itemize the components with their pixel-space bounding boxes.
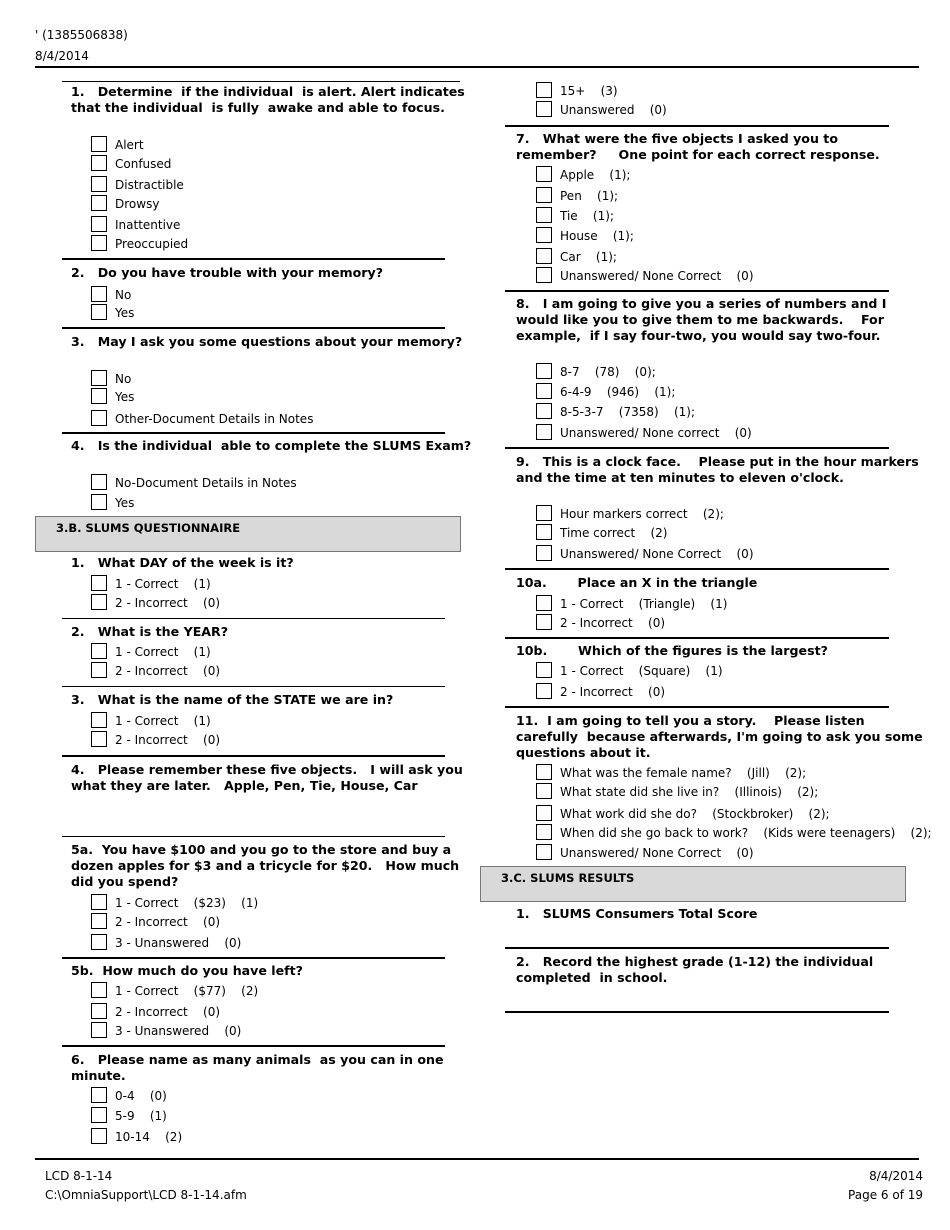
checkbox[interactable]: [91, 894, 107, 910]
rule: [62, 836, 445, 837]
checkbox[interactable]: [91, 731, 107, 747]
checkbox[interactable]: [91, 1087, 107, 1103]
checkbox[interactable]: [91, 575, 107, 591]
checkbox[interactable]: [91, 195, 107, 211]
option-label: Confused: [115, 157, 172, 171]
question-animals: 6. Please name as many animals as you can in one minute.: [71, 1052, 444, 1083]
checkbox[interactable]: [536, 545, 552, 561]
checkbox[interactable]: [536, 227, 552, 243]
option-label: Alert: [115, 138, 144, 152]
checkbox[interactable]: [536, 783, 552, 799]
option-label: 8-7 (78) (0);: [560, 365, 656, 379]
header-date: 8/4/2014: [35, 49, 89, 63]
checkbox[interactable]: [91, 662, 107, 678]
option-label: Car (1);: [560, 250, 617, 264]
question-five-objects: 4. Please remember these five objects. I will ask you what they are later. Apple, Pen, Tie, House, Car: [71, 762, 463, 793]
option-label: Hour markers correct (2);: [560, 507, 724, 521]
checkbox[interactable]: [91, 155, 107, 171]
option-label: 2 - Incorrect (0): [560, 685, 666, 699]
option-label: 8-5-3-7 (7358) (1);: [560, 405, 695, 419]
checkbox[interactable]: [536, 403, 552, 419]
rule: [505, 568, 889, 570]
question-numbers-backwards: 8. I am going to give you a series of numbers and I would like you to give them to me backwards. For example, if I say four-two, you would say two-four.: [516, 296, 887, 343]
option-label: What was the female name? (Jill) (2);: [560, 766, 807, 780]
checkbox[interactable]: [91, 304, 107, 320]
option-label: Pen (1);: [560, 189, 619, 203]
option-label: 1 - Correct ($23) (1): [115, 896, 259, 910]
result-highest-grade: 2. Record the highest grade (1-12) the individual completed in school.: [516, 954, 874, 985]
checkbox[interactable]: [91, 934, 107, 950]
checkbox[interactable]: [91, 643, 107, 659]
option-label: Unanswered (0): [560, 103, 667, 117]
question-story: 11. I am going to tell you a story. Please listen carefully because afterwards, I'm going to ask you some questions about it.: [516, 713, 923, 760]
rule: [505, 125, 889, 127]
question-left: 5b. How much do you have left?: [71, 963, 303, 978]
checkbox[interactable]: [91, 712, 107, 728]
question-alert: 1. Determine if the individual is alert. Alert indicates that the individual is fully awake and able to focus.: [71, 84, 465, 115]
checkbox[interactable]: [91, 235, 107, 251]
option-label: Other-Document Details in Notes: [115, 412, 314, 426]
question-clock: 9. This is a clock face. Please put in the hour markers and the time at ten minutes to eleven o'clock.: [516, 454, 919, 485]
option-label: 1 - Correct (Triangle) (1): [560, 597, 728, 611]
option-label: Tie (1);: [560, 209, 614, 223]
checkbox[interactable]: [536, 614, 552, 630]
checkbox[interactable]: [536, 383, 552, 399]
option-label: 1 - Correct ($77) (2): [115, 984, 259, 998]
checkbox[interactable]: [91, 913, 107, 929]
checkbox[interactable]: [91, 1107, 107, 1123]
checkbox[interactable]: [91, 388, 107, 404]
page-number: Page 6 of 19: [848, 1188, 923, 1202]
checkbox[interactable]: [536, 764, 552, 780]
checkbox[interactable]: [91, 216, 107, 232]
checkbox[interactable]: [91, 136, 107, 152]
checkbox[interactable]: [536, 82, 552, 98]
checkbox[interactable]: [536, 662, 552, 678]
option-label: Distractible: [115, 178, 184, 192]
question-recall-objects: 7. What were the five objects I asked you to remember? One point for each correct response.: [516, 131, 880, 162]
rule: [62, 432, 445, 434]
option-label: 6-4-9 (946) (1);: [560, 385, 676, 399]
option-label: Yes: [115, 496, 135, 510]
option-label: 2 - Incorrect (0): [115, 915, 221, 929]
option-label: 2 - Incorrect (0): [115, 1005, 221, 1019]
checkbox[interactable]: [536, 683, 552, 699]
checkbox[interactable]: [536, 824, 552, 840]
checkbox[interactable]: [536, 207, 552, 223]
rule: [62, 327, 445, 329]
option-label: No: [115, 372, 132, 386]
option-label: 2 - Incorrect (0): [115, 596, 221, 610]
rule: [505, 637, 889, 639]
checkbox[interactable]: [536, 248, 552, 264]
section-title: 3.C. SLUMS RESULTS: [501, 871, 635, 885]
checkbox[interactable]: [536, 363, 552, 379]
checkbox[interactable]: [91, 1003, 107, 1019]
rule: [505, 447, 889, 449]
checkbox[interactable]: [536, 595, 552, 611]
option-label: 10-14 (2): [115, 1130, 183, 1144]
rule: [62, 258, 445, 260]
question-spend: 5a. You have $100 and you go to the store and buy a dozen apples for $3 and a tricycle for $20. How much did you spend?: [71, 842, 460, 889]
option-label: No-Document Details in Notes: [115, 476, 297, 490]
question-memory-trouble: 2. Do you have trouble with your memory?: [71, 265, 384, 280]
section-header-results: [480, 866, 906, 902]
option-label: 1 - Correct (1): [115, 645, 211, 659]
checkbox[interactable]: [536, 424, 552, 440]
checkbox[interactable]: [91, 370, 107, 386]
question-triangle: 10a. Place an X in the triangle: [516, 575, 758, 590]
result-total-score: 1. SLUMS Consumers Total Score: [516, 906, 758, 921]
option-label: Unanswered/ None correct (0): [560, 426, 752, 440]
option-label: 2 - Incorrect (0): [115, 733, 221, 747]
rule: [62, 618, 445, 619]
rule: [62, 686, 445, 687]
checkbox[interactable]: [91, 410, 107, 426]
footer-date: 8/4/2014: [869, 1169, 923, 1183]
option-label: 0-4 (0): [115, 1089, 167, 1103]
header-rule: [35, 66, 919, 68]
checkbox[interactable]: [536, 187, 552, 203]
option-label: Time correct (2): [560, 526, 668, 540]
option-label: What work did she do? (Stockbroker) (2);: [560, 807, 830, 821]
option-label: Unanswered/ None Correct (0): [560, 269, 754, 283]
option-label: 2 - Incorrect (0): [560, 616, 666, 630]
checkbox[interactable]: [536, 805, 552, 821]
checkbox[interactable]: [536, 524, 552, 540]
option-label: When did she go back to work? (Kids were teenagers) (2);: [560, 826, 932, 840]
question-able-slums: 4. Is the individual able to complete the SLUMS Exam?: [71, 438, 472, 453]
option-label: Drowsy: [115, 197, 160, 211]
option-label: Inattentive: [115, 218, 181, 232]
question-ask-memory: 3. May I ask you some questions about your memory?: [71, 334, 463, 349]
option-label: 2 - Incorrect (0): [115, 664, 221, 678]
checkbox[interactable]: [91, 982, 107, 998]
checkbox[interactable]: [536, 844, 552, 860]
option-label: 3 - Unanswered (0): [115, 1024, 242, 1038]
rule: [62, 81, 460, 82]
rule: [62, 957, 445, 959]
option-label: Apple (1);: [560, 168, 631, 182]
section-title: 3.B. SLUMS QUESTIONNAIRE: [56, 521, 241, 535]
rule: [505, 947, 889, 949]
option-label: Preoccupied: [115, 237, 189, 251]
checkbox[interactable]: [536, 166, 552, 182]
rule: [62, 755, 445, 757]
option-label: No: [115, 288, 132, 302]
checkbox[interactable]: [91, 176, 107, 192]
checkbox[interactable]: [91, 474, 107, 490]
rule: [505, 290, 889, 292]
checkbox[interactable]: [91, 494, 107, 510]
option-label: 5-9 (1): [115, 1109, 167, 1123]
checkbox[interactable]: [91, 1128, 107, 1144]
checkbox[interactable]: [91, 1022, 107, 1038]
checkbox[interactable]: [91, 594, 107, 610]
question-day: 1. What DAY of the week is it?: [71, 555, 294, 570]
checkbox[interactable]: [536, 505, 552, 521]
checkbox[interactable]: [536, 267, 552, 283]
option-label: 1 - Correct (1): [115, 577, 211, 591]
checkbox[interactable]: [536, 101, 552, 117]
rule: [505, 706, 889, 708]
option-label: Yes: [115, 306, 135, 320]
footer-file-path: C:\OmniaSupport\LCD 8-1-14.afm: [45, 1188, 247, 1202]
footer-rule: [35, 1158, 919, 1160]
option-label: 1 - Correct (Square) (1): [560, 664, 723, 678]
option-label: 1 - Correct (1): [115, 714, 211, 728]
option-label: Unanswered/ None Correct (0): [560, 846, 754, 860]
option-label: House (1);: [560, 229, 634, 243]
option-label: What state did she live in? (Illinois) (2);: [560, 785, 819, 799]
option-label: Yes: [115, 390, 135, 404]
footer-form-name: LCD 8-1-14: [45, 1169, 113, 1183]
checkbox[interactable]: [91, 286, 107, 302]
option-label: 3 - Unanswered (0): [115, 936, 242, 950]
rule: [505, 1011, 889, 1013]
question-year: 2. What is the YEAR?: [71, 624, 229, 639]
question-largest-figure: 10b. Which of the figures is the largest?: [516, 643, 828, 658]
rule: [62, 1045, 445, 1047]
option-label: 15+ (3): [560, 84, 618, 98]
section-header-questionnaire: [35, 516, 461, 552]
option-label: Unanswered/ None Correct (0): [560, 547, 754, 561]
record-id: ' (1385506838): [35, 28, 128, 42]
question-state: 3. What is the name of the STATE we are in?: [71, 692, 394, 707]
